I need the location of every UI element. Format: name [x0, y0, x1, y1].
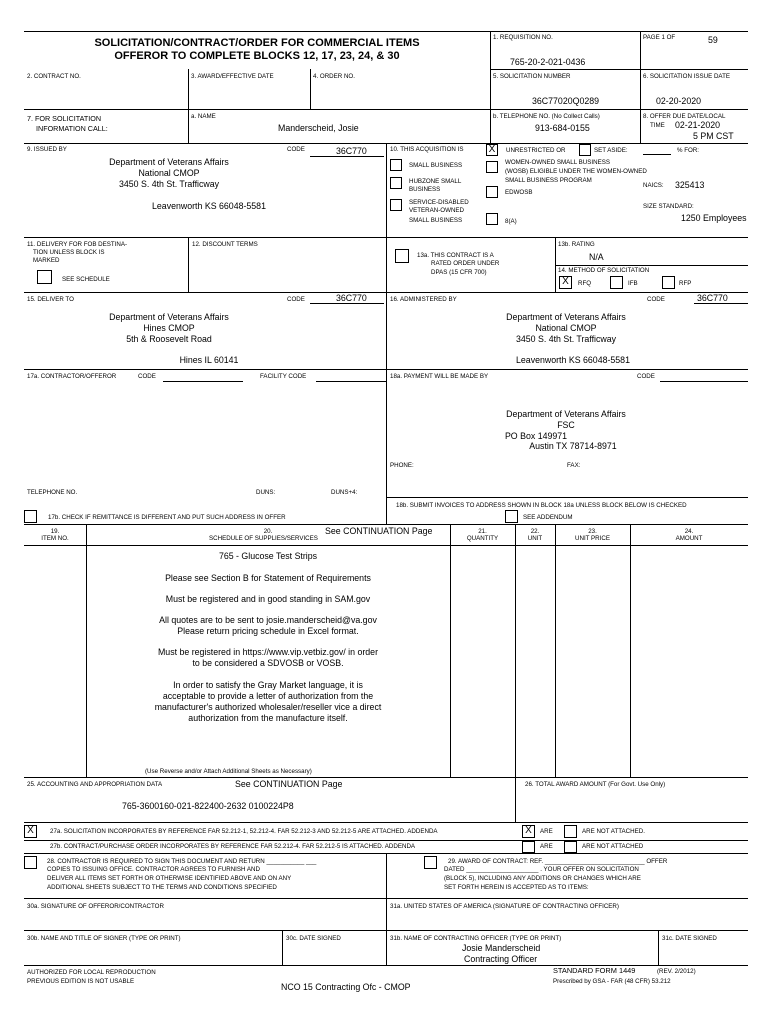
payment-phone-label: PHONE: — [390, 462, 414, 469]
schedule-line: authorization from the manufacture itself. — [188, 713, 348, 723]
block-28-checkbox[interactable] — [24, 856, 37, 869]
delivery-label-1: 11. DELIVERY FOR FOB DESTINA- — [27, 241, 128, 248]
name-label: a. NAME — [191, 113, 216, 120]
unrestricted-checkbox[interactable]: X — [486, 144, 498, 156]
method-label: 14. METHOD OF SOLICITATION — [558, 267, 650, 274]
naics-label: NAICS: — [643, 182, 664, 189]
col-quantity-num: 21. — [478, 528, 487, 535]
administered-by-line3: 3450 S. 4th St. Trafficway — [515, 334, 617, 344]
issue-date: 02-20-2020 — [656, 96, 701, 106]
sdvosb-label-1: SERVICE-DISABLED — [409, 199, 469, 206]
requisition-label: 1. REQUISITION NO. — [493, 34, 553, 41]
block-29-line2: DATED _____________________ . YOUR OFFER ON SOLICITATION — [444, 866, 639, 873]
deliver-to-line3: 5th & Roosevelt Road — [126, 334, 212, 344]
wosb-label-1: WOMEN-OWNED SMALL BUSINESS — [505, 159, 610, 166]
info-call-label-1: 7. FOR SOLICITATION — [27, 114, 102, 123]
block-31b-label: 31b. NAME OF CONTRACTING OFFICER (TYPE OR PRINT) — [390, 935, 562, 942]
block-29-line4: SET FORTH HEREIN IS ACCEPTED AS TO ITEMS: — [444, 884, 589, 891]
schedule-line: Must be registered and in good standing in SAM.gov — [165, 594, 371, 604]
rated-order-checkbox[interactable] — [395, 249, 409, 263]
total-award-label: 26. TOTAL AWARD AMOUNT (For Govt. Use Only) — [525, 781, 666, 788]
set-aside-label: SET ASIDE: — [594, 147, 628, 154]
schedule-line: Must be registered in https://www.vip.vetbiz.gov/ in order — [157, 647, 379, 657]
previous-edition: PREVIOUS EDITION IS NOT USABLE — [27, 978, 135, 985]
col-quantity-label: QUANTITY — [466, 535, 499, 542]
block-31a-label: 31a. UNITED STATES OF AMERICA (SIGNATURE OF CONTRACTING OFFICER) — [390, 903, 619, 910]
issued-by-label: 9. ISSUED BY — [27, 146, 67, 153]
addendum-label: SEE ADDENDUM — [523, 514, 573, 521]
block-28-line1: 28. CONTRACTOR IS REQUIRED TO SIGN THIS DOCUMENT AND RETURN ___________ ___ — [47, 858, 317, 865]
addenda-are-not-label: ARE NOT ATTACHED. — [582, 828, 645, 835]
col-schedule-num: 20. — [263, 528, 273, 535]
block-30b-label: 30b. NAME AND TITLE OF SIGNER (TYPE OR PRINT) — [27, 935, 181, 942]
remittance-checkbox[interactable] — [24, 510, 37, 523]
contracting-officer-name: Josie Manderscheid — [462, 943, 541, 953]
offer-due-date: 02-21-2020 — [675, 120, 720, 130]
block-29-checkbox[interactable] — [424, 856, 437, 869]
schedule-line: to be considered a SDVOSB or VOSB. — [192, 658, 344, 668]
payment-line4: Austin TX 78714-8971 — [529, 441, 617, 451]
sdvosb-checkbox[interactable] — [390, 199, 402, 211]
standard-form: STANDARD FORM 1449 — [553, 966, 636, 975]
rfp-checkbox[interactable] — [662, 276, 675, 289]
block-30a-label: 30a. SIGNATURE OF OFFEROR/CONTRACTOR — [27, 903, 164, 910]
schedule-line: Please see Section B for Statement of Requirements — [165, 573, 371, 583]
authorized-reproduction: AUTHORIZED FOR LOCAL REPRODUCTION — [27, 969, 156, 976]
issued-by-line3: 3450 S. 4th St. Trafficway — [118, 179, 220, 189]
payment-line2: FSC — [557, 420, 575, 430]
wosb-checkbox[interactable] — [486, 161, 498, 173]
see-schedule-label: SEE SCHEDULE — [62, 276, 110, 283]
rfp-label: RFP — [679, 280, 692, 287]
block-29-line3: (BLOCK 5), INCLUDING ANY ADDITIONS OR CHANGES WHICH ARE — [444, 875, 641, 882]
schedule-line: 765 - Glucose Test Strips — [218, 551, 318, 561]
contracting-officer-title: Contracting Officer — [464, 954, 538, 964]
contracting-office: NCO 15 Contracting Ofc - CMOP — [281, 982, 411, 992]
addenda-27b-are-not-checkbox[interactable] — [564, 841, 577, 853]
wosb-label-2: (WOSB) ELIGIBLE UNDER THE WOMEN-OWNED — [505, 168, 647, 175]
addenda-are-label: ARE — [540, 828, 553, 835]
contractor-code-label: CODE — [138, 373, 156, 380]
see-schedule-checkbox[interactable] — [37, 270, 52, 284]
addenda-are-checkbox[interactable]: X — [522, 825, 535, 838]
order-no-label: 4. ORDER NO. — [313, 73, 355, 80]
rfq-label: RFQ — [578, 280, 592, 287]
solicitation-number-label: 5. SOLICITATION NUMBER — [493, 73, 571, 80]
col-item-num: 19. — [50, 528, 60, 535]
size-standard-label: SIZE STANDARD: — [643, 203, 694, 210]
deliver-to-line1: Department of Veterans Affairs — [109, 312, 229, 322]
schedule-line: acceptable to provide a letter of authorization from the — [162, 691, 374, 701]
contact-name: Manderscheid, Josie — [278, 123, 359, 133]
payment-fax-label: FAX: — [567, 462, 581, 469]
requisition-number: 765-20-2-021-0436 — [510, 57, 586, 67]
sdvosb-label-3: SMALL BUSINESS — [409, 217, 463, 224]
set-aside-checkbox[interactable] — [579, 144, 591, 156]
far-27a-label: 27a. SOLICITATION INCORPORATES BY REFERENCE FAR 52.212-1, 52.212-4. FAR 52.212-3 AND 52.212-5 ARE ATTACHED. ADDENDA — [50, 828, 438, 835]
acquisition-label: 10. THIS ACQUISITION IS — [390, 146, 464, 153]
page-total: 59 — [708, 35, 718, 45]
ifb-label: IFB — [628, 280, 638, 287]
edwosb-checkbox[interactable] — [486, 186, 498, 198]
prescribed-by: Prescribed by GSA - FAR (48 CFR) 53.212 — [553, 978, 671, 985]
form-title-line1: SOLICITATION/CONTRACT/ORDER FOR COMMERCIAL ITEMS — [94, 37, 420, 49]
rated-label-2: RATED ORDER UNDER — [431, 260, 500, 267]
reverse-note: (Use Reverse and/or Attach Additional Sheets as Necessary) — [145, 768, 312, 775]
page-label: PAGE 1 OF — [643, 34, 676, 41]
deliver-to-line2: Hines CMOP — [143, 323, 195, 333]
hubzone-label-2: BUSINESS — [409, 186, 441, 193]
administered-by-code-label: CODE — [647, 296, 665, 303]
payment-line1: Department of Veterans Affairs — [506, 409, 626, 419]
col-unit-price-num: 23. — [588, 528, 597, 535]
payment-label: 18a. PAYMENT WILL BE MADE BY — [390, 373, 489, 380]
form-title-line2: OFFEROR TO COMPLETE BLOCKS 12, 17, 23, 24, & 30 — [114, 50, 400, 62]
contractor-label: 17a. CONTRACTOR/OFFEROR — [27, 373, 117, 380]
block-28-line2: COPIES TO ISSUING OFFICE. CONTRACTOR AGREES TO FURNISH AND — [47, 866, 260, 873]
issued-by-line2: National CMOP — [138, 168, 200, 178]
col-item-label: ITEM NO. — [41, 535, 69, 542]
remittance-label: 17b. CHECK IF REMITTANCE IS DIFFERENT AND PUT SUCH ADDRESS IN OFFER — [48, 514, 286, 521]
col-amount-num: 24. — [684, 528, 694, 535]
far-27b-label: 27b. CONTRACT/PURCHASE ORDER INCORPORATES BY REFERENCE FAR 52.212-4. FAR 52.212-5 IS ATTACHED. ADDENDA — [50, 843, 416, 850]
issued-by-line1: Department of Veterans Affairs — [109, 157, 229, 167]
payment-code-label: CODE — [637, 373, 655, 380]
eight-a-checkbox[interactable] — [486, 213, 498, 225]
ifb-checkbox[interactable] — [610, 276, 623, 289]
col-unit-num: 22. — [530, 528, 540, 535]
small-business-checkbox[interactable] — [390, 159, 402, 171]
wosb-label-3: SMALL BUSINESS PROGRAM — [505, 177, 592, 184]
issue-date-label: 6. SOLICITATION ISSUE DATE — [643, 73, 730, 80]
schedule-continuation: See CONTINUATION Page — [325, 526, 433, 536]
solicitation-number: 36C77020Q0289 — [532, 96, 600, 106]
info-call-label-2: INFORMATION CALL: — [36, 124, 108, 133]
deliver-to-code-label: CODE — [287, 296, 305, 303]
schedule-line: All quotes are to be sent to josie.manderscheid@va.gov — [159, 615, 377, 625]
offer-due-time-label: TIME — [650, 122, 665, 129]
block-28-line3: DELIVER ALL ITEMS SET FORTH OR OTHERWISE IDENTIFIED ABOVE AND ON ANY — [47, 875, 292, 882]
delivery-label-2: TION UNLESS BLOCK IS — [33, 249, 105, 256]
block-30c-label: 30c. DATE SIGNED — [286, 935, 341, 942]
offer-due-time: 5 PM CST — [693, 131, 734, 141]
rating-value: N/A — [589, 252, 604, 262]
issued-by-code-label: CODE — [287, 146, 305, 153]
payment-line3: PO Box 149971 — [504, 431, 568, 441]
phone-label: b. TELEPHONE NO. (No Collect Calls) — [493, 113, 600, 120]
size-standard-value: 1250 Employees — [681, 213, 747, 223]
contract-no-label: 2. CONTRACT NO. — [27, 73, 81, 80]
submit-invoices-label: 18b. SUBMIT INVOICES TO ADDRESS SHOWN IN BLOCK 18a UNLESS BLOCK BELOW IS CHECKED — [396, 502, 687, 509]
issued-by-line4: Leavenworth KS 66048-5581 — [152, 201, 266, 211]
hubzone-checkbox[interactable] — [390, 177, 402, 189]
deliver-to-line4: Hines IL 60141 — [179, 355, 239, 365]
block-28-line4: ADDITIONAL SHEETS SUBJECT TO THE TERMS AND CONDITIONS SPECIFIED — [47, 884, 277, 891]
administered-by-label: 16. ADMINISTERED BY — [390, 296, 457, 303]
pct-for-label: % FOR: — [677, 147, 700, 154]
col-schedule-label: SCHEDULE OF SUPPLIES/SERVICES — [209, 535, 318, 542]
col-amount-label: AMOUNT — [675, 535, 703, 542]
contact-phone: 913-684-0155 — [535, 123, 590, 133]
administered-by-line1: Department of Veterans Affairs — [506, 312, 626, 322]
far-27a-checkbox[interactable]: X — [24, 825, 37, 838]
schedule-line: manufacturer's authorized wholesaler/reseller vice a direct — [154, 702, 382, 712]
sdvosb-label-2: VETERAN-OWNED — [409, 207, 465, 214]
small-business-label: SMALL BUSINESS — [409, 162, 463, 169]
administered-by-code: 36C770 — [697, 293, 728, 303]
administered-by-line2: National CMOP — [535, 323, 597, 333]
rated-label-1: 13a. THIS CONTRACT IS A — [417, 252, 494, 259]
accounting-label: 25. ACCOUNTING AND APPROPRIATION DATA — [27, 781, 163, 788]
schedule-line: In order to satisfy the Gray Market language, it is — [173, 680, 363, 690]
edwosb-label: EDWOSB — [505, 189, 533, 196]
rating-label: 13b. RATING — [558, 241, 595, 248]
duns-label: DUNS: — [256, 489, 276, 496]
addenda-27b-are-label: ARE — [540, 843, 553, 850]
accounting-continuation: See CONTINUATION Page — [235, 779, 343, 789]
naics-value: 325413 — [675, 180, 705, 190]
facility-code-label: FACILITY CODE — [260, 373, 307, 380]
issued-by-code: 36C770 — [336, 146, 367, 156]
award-date-label: 3. AWARD/EFFECTIVE DATE — [191, 73, 274, 80]
delivery-label-3: MARKED — [33, 257, 60, 264]
addenda-27b-are-checkbox[interactable] — [522, 841, 535, 853]
addendum-checkbox[interactable] — [505, 510, 518, 523]
block-29-line1: 29. AWARD OF CONTRACT: REF. _____________________________ OFFER — [448, 858, 668, 865]
addenda-are-not-checkbox[interactable] — [564, 825, 577, 838]
deliver-to-code: 36C770 — [336, 293, 367, 303]
discount-terms-label: 12. DISCOUNT TERMS — [192, 241, 258, 248]
duns4-label: DUNS+4: — [331, 489, 358, 496]
rfq-checkbox[interactable]: X — [559, 276, 572, 289]
offer-due-label: 8. OFFER DUE DATE/LOCAL — [643, 113, 726, 120]
unrestricted-label: UNRESTRICTED OR — [506, 147, 566, 154]
rated-label-3: DPAS (15 CFR 700) — [431, 269, 487, 276]
deliver-to-label: 15. DELIVER TO — [27, 296, 74, 303]
schedule-line: Please return pricing schedule in Excel format. — [177, 626, 359, 636]
col-unit-price-label: UNIT PRICE — [575, 535, 610, 542]
form-revision: (REV. 2/2012) — [657, 968, 696, 975]
col-unit-label: UNIT — [527, 535, 543, 542]
accounting-value: 765-3600160-021-822400-2632 0100224P8 — [122, 801, 294, 811]
block-31c-label: 31c. DATE SIGNED — [662, 935, 717, 942]
contractor-telephone-label: TELEPHONE NO. — [27, 489, 78, 496]
hubzone-label-1: HUBZONE SMALL — [409, 178, 462, 185]
eight-a-label: 8(A) — [505, 218, 517, 225]
addenda-27b-are-not-label: ARE NOT ATTACHED — [582, 843, 644, 850]
administered-by-line4: Leavenworth KS 66048-5581 — [516, 355, 630, 365]
